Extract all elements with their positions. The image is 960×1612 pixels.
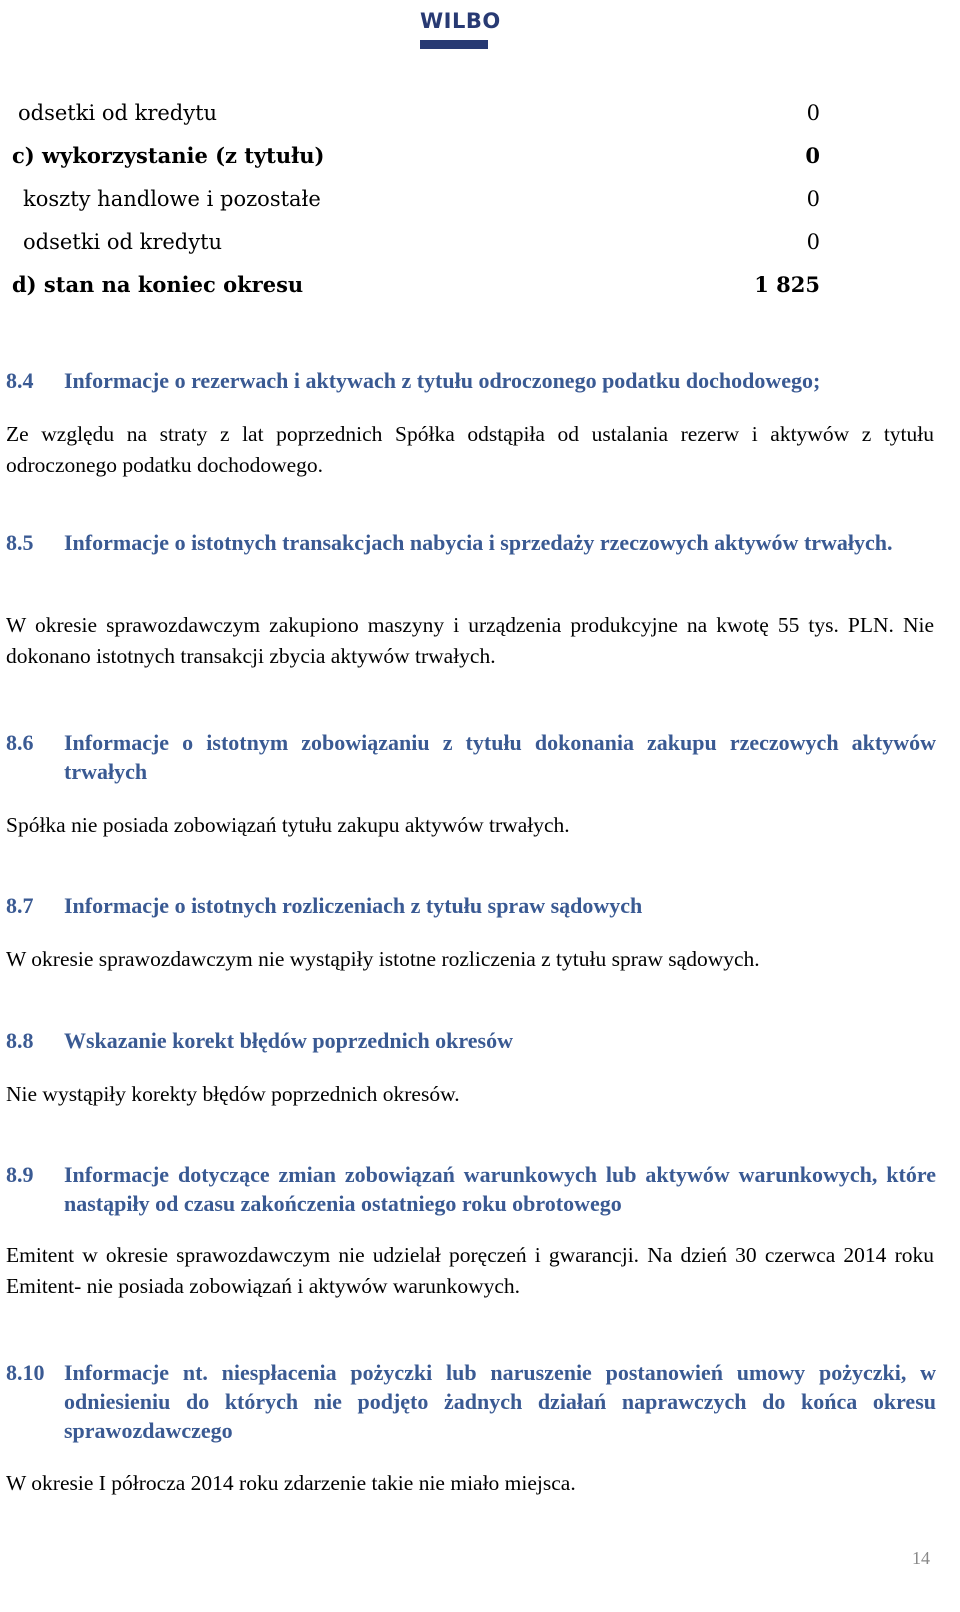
row-value: 0: [805, 143, 820, 168]
row-value: 1 825: [754, 272, 820, 297]
section-heading-8-10: [6, 1358, 936, 1445]
row-label: d) stan na koniec okresu: [12, 272, 304, 297]
logo-underline-bar: [420, 40, 488, 49]
table-row: [0, 184, 960, 214]
section-title: Informacje nt. niespłacenia pożyczki lub naruszenie postanowień umowy pożyczki, w odniesieniu do których nie podjęto żadnych działań naprawczych do końca okresu sprawozdawczego: [64, 1360, 936, 1443]
row-value: 0: [806, 187, 820, 211]
row-label: odsetki od kredytu: [18, 101, 218, 125]
section-body-8-7: W okresie sprawozdawczym nie wystąpiły istotne rozliczenia z tytułu spraw sądowych.: [6, 947, 760, 971]
section-body-8-4: Ze względu na straty z lat poprzednich Spółka odstąpiła od ustalania rezerw i aktywów z tytułu odroczonego podatku dochodowego.: [6, 422, 934, 477]
row-label: koszty handlowe i pozostałe: [23, 187, 321, 211]
section-body-8-8: Nie wystąpiły korekty błędów poprzednich okresów.: [6, 1082, 460, 1106]
company-logo: [420, 8, 501, 49]
section-body-8-5: W okresie sprawozdawczym zakupiono maszyny i urządzenia produkcyjne na kwotę 55 tys. PLN. Nie dokonano istotnych transakcji zbycia aktywów trwałych.: [6, 613, 934, 668]
section-title: Informacje o istotnym zobowiązaniu z tytułu dokonania zakupu rzeczowych aktywów trwałych: [64, 730, 936, 784]
section-number: 8.5: [6, 530, 34, 555]
section-title: Informacje o istotnych rozliczeniach z tytułu spraw sądowych: [64, 893, 643, 918]
section-heading-8-8: [6, 1026, 936, 1055]
section-body-8-10: W okresie I półrocza 2014 roku zdarzenie takie nie miało miejsca.: [6, 1471, 576, 1495]
section-title: Informacje o istotnych transakcjach nabycia i sprzedaży rzeczowych aktywów trwałych.: [64, 530, 893, 555]
table-row: [0, 98, 960, 128]
row-label: odsetki od kredytu: [23, 230, 223, 254]
section-heading-8-6: [6, 728, 936, 786]
section-number: 8.10: [6, 1360, 45, 1385]
row-value: 0: [806, 101, 820, 125]
section-heading-8-9: [6, 1160, 936, 1218]
table-row: [0, 227, 960, 257]
section-body-8-6: Spółka nie posiada zobowiązań tytułu zakupu aktywów trwałych.: [6, 813, 570, 837]
section-title: Informacje dotyczące zmian zobowiązań warunkowych lub aktywów warunkowych, które nastąpiły od czasu zakończenia ostatniego roku obrotowego: [64, 1162, 936, 1216]
section-number: 8.9: [6, 1162, 34, 1187]
table-row: [0, 141, 960, 171]
row-value: 0: [806, 230, 820, 254]
section-number: 8.4: [6, 368, 34, 393]
section-body-8-9: Emitent w okresie sprawozdawczym nie udzielał poręczeń i gwarancji. Na dzień 30 czerwca 2014 roku Emitent- nie posiada zobowiązań i aktywów warunkowych.: [6, 1243, 934, 1298]
section-number: 8.7: [6, 893, 34, 918]
section-number: 8.6: [6, 730, 34, 755]
row-label: c) wykorzystanie (z tytułu): [12, 143, 325, 168]
logo-text: WILBO: [420, 9, 501, 33]
section-title: Informacje o rezerwach i aktywach z tytułu odroczonego podatku dochodowego;: [64, 368, 821, 393]
page-number: 14: [912, 1548, 930, 1568]
section-number: 8.8: [6, 1028, 34, 1053]
section-title: Wskazanie korekt błędów poprzednich okresów: [64, 1028, 514, 1053]
section-heading-8-5: [6, 528, 936, 557]
section-heading-8-7: [6, 891, 936, 920]
section-heading-8-4: [6, 366, 936, 395]
table-row: [0, 270, 960, 300]
